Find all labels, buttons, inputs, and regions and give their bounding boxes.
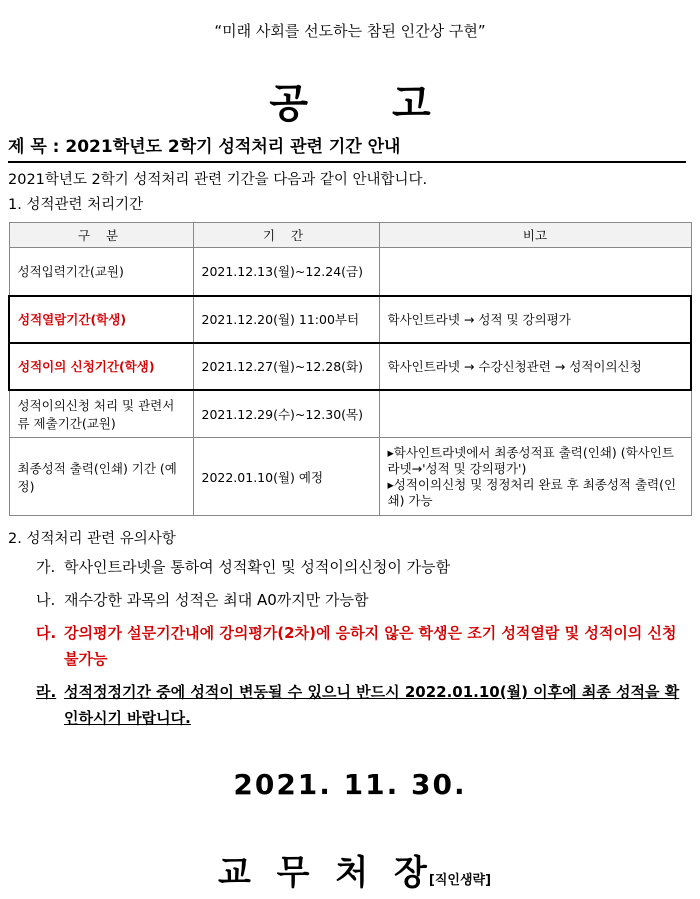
table-row [9,296,691,343]
notice-items [36,554,690,738]
seal-omitted-note: [직인생략] [428,873,492,888]
item-text: 학사인트라넷을 통하여 성적확인 및 성적이의신청이 가능함 [64,558,451,576]
row-note [379,438,691,516]
item-label: 다. [36,624,57,642]
note-bullet: ▸성적이의신청 및 정정처리 완료 후 최종성적 출력(인쇄) 가능 [387,476,677,508]
col-header-category: 구 분 [9,223,193,248]
list-item [36,554,690,580]
row-category: 성적이의 신청기간(학생) [9,343,193,390]
issuing-office [218,845,491,894]
note-bullet: ▸학사인트라넷에서 최종성적표 출력(인쇄) (학사인트라넷→'성적 및 강의평가') [387,444,674,476]
item-label: 나. [36,591,56,609]
list-item [36,587,690,613]
row-note [379,390,691,438]
col-header-period: 기 간 [193,223,379,248]
schedule-table [8,222,692,516]
notice-title: 공 고 [269,81,431,127]
row-category: 성적열람기간(학생) [9,296,193,343]
row-note: 학사인트라넷 → 성적 및 강의평가 [379,296,691,343]
row-period: 2022.01.10(월) 예정 [193,438,379,516]
row-period: 2021.12.13(월)~12.24(금) [193,248,379,296]
table-header-row [9,223,691,248]
intro-text: 2021학년도 2학기 성적처리 관련 기간을 다음과 같이 안내합니다. [8,172,428,188]
item-label: 가. [36,558,56,576]
office-name: 교 무 처 장 [218,853,427,893]
section2-heading: 2. 성적처리 관련 유의사항 [8,531,176,547]
row-note: 학사인트라넷 → 수강신청관련 → 성적이의신청 [379,343,691,390]
subject-line: 제 목 : 2021학년도 2학기 성적처리 관련 기간 안내 [8,132,686,163]
item-text: 재수강한 과목의 성적은 최대 A0까지만 가능함 [64,591,369,609]
col-header-note: 비고 [379,223,691,248]
section1-heading: 1. 성적관련 처리기간 [8,197,144,213]
notice-date: 2021. 11. 30. [233,768,467,801]
row-category: 성적이의신청 처리 및 관련서류 제출기간(교원) [9,390,193,438]
table-row [9,390,691,438]
item-text: 강의평가 설문기간내에 강의평가(2차)에 응하지 않은 학생은 조기 성적열람 및 성적이의 신청 불가능 [64,624,677,668]
table-row [9,248,691,296]
row-category: 최종성적 출력(인쇄) 기간 (예정) [9,438,193,516]
list-item [36,620,690,672]
motto: “미래 사회를 선도하는 참된 인간상 구현” [214,22,486,40]
table-row [9,438,691,516]
row-period: 2021.12.20(월) 11:00부터 [193,296,379,343]
row-period: 2021.12.29(수)~12.30(목) [193,390,379,438]
item-label: 라. [36,683,57,701]
table-row [9,343,691,390]
item-text: 성적정정기간 중에 성적이 변동될 수 있으니 반드시 2022.01.10(월) 이후에 최종 성적을 확인하시기 바랍니다. [64,683,680,727]
row-period: 2021.12.27(월)~12.28(화) [193,343,379,390]
list-item [36,679,690,731]
row-note [379,248,691,296]
row-category: 성적입력기간(교원) [9,248,193,296]
